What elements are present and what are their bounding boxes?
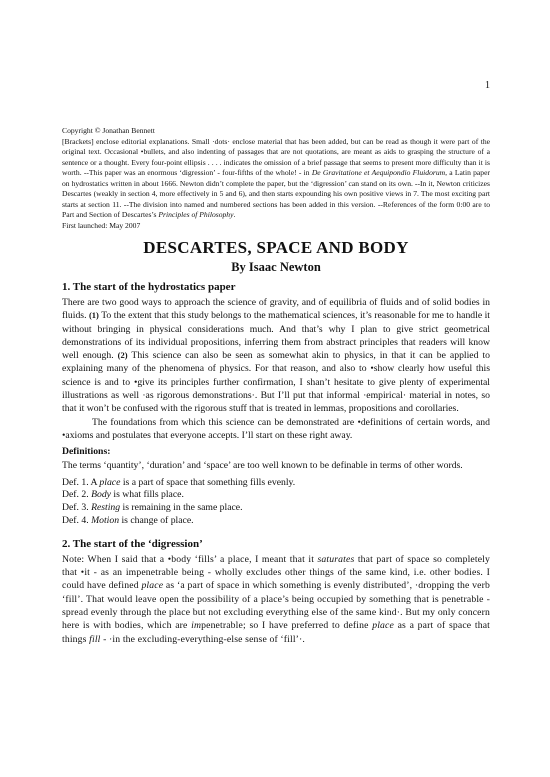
marker-2: (2) <box>117 350 128 361</box>
first-launched: First launched: May 2007 <box>62 220 141 230</box>
document-author: By Isaac Newton <box>231 260 321 274</box>
definition-2: Def. 2. Body is what fills place. <box>62 489 184 501</box>
definitions-heading: Definitions: <box>62 446 111 458</box>
copyright-line: Copyright © Jonathan Bennett <box>62 126 155 135</box>
definition-1: Def. 1. A place is a part of space that something fills evenly. <box>62 476 296 488</box>
definitions-list <box>62 477 490 528</box>
front-matter <box>62 126 490 231</box>
marker-1: (1) <box>88 310 99 321</box>
page-number: 1 <box>485 80 490 91</box>
work-title: De Gravitatione et Aequipondio Fluidorum <box>311 168 446 177</box>
section-1-paragraph-2: The foundations from which this science can be demonstrated are •definitions of certain words, and •axioms and postulates that everyone accepts. I’ll start on these right away. <box>62 416 490 441</box>
section-1-body <box>62 296 490 442</box>
principles-title: Principles of Philosophy <box>158 210 234 219</box>
editorial-notes: [Brackets] enclose editorial explanations. Small ·dots· enclose material that has been added, but can be read as though it were part of the original text. Occasional •bullets, and also indenting of passages that are not quotations, are meant as aids to grasping the structure of a sentence or a thought. Every four-point ellipsis . . . . indicates the omission of a brief passage that seems to present more difficulty than it is worth. --This paper was an enormous ‘digression’ - four-fifths of the whole! - in De Gravitatione et Aequipondio Fluidorum, a Latin paper on hydrostatics written in about 1666. Newton didn’t complete the paper, but the ‘digression’ can stand on its own. --In it, Newton criticizes Descartes (weakly in section 4, more effectively in 5 and 6), and then starts expounding his own positive views in 7. The most exciting part starts at section 11. --The division into named and numbered sections has been added in this version. --References of the form 0:00 are to Part and Section of Descartes’s Principles of Philosophy. <box>62 136 491 219</box>
definitions-intro: The terms ‘quantity’, ‘duration’ and ‘space’ are too well known to be definable in terms of other words. <box>62 460 463 472</box>
definition-4: Def. 4. Motion is change of place. <box>62 514 194 526</box>
section-2-note: Note: When I said that a •body ‘fills’ a place, I meant that it saturates that part of space so completely that •it - as an impenetrable being - wholly excludes other things of the same kind, i.e. other bodies. I could have defined place as ‘a part of space in which something is evenly distributed’, ·dropping the verb ‘fill’. That would leave open the possibility of a place’s being occupied by something that is penetrable - spread evenly through the place but not excluding everything else of the same kind·. But my only concern here is with bodies, which are impenetrable; so I have preferred to define place as a part of space that things fill - ·in the excluding-everything-else sense of ‘fill’·. <box>62 553 490 645</box>
document-page <box>62 80 490 646</box>
definition-3: Def. 3. Resting is remaining in the same place. <box>62 502 243 514</box>
section-1-heading: 1. The start of the hydrostatics paper <box>62 281 236 293</box>
section-2-heading: 2. The start of the ‘digression’ <box>62 537 203 550</box>
section-1-paragraph-1: There are two good ways to approach the science of gravity, and of equilibria of fluids and of solid bodies in fluids. (1) To the extent that this study belongs to the mathematical sciences, it’s reasonable for me to handle it without bringing in physical considerations much. And that’s why I plan to give strict geometrical demonstrations of its individual propositions, inferring them from abstract principles that readers will know well enough. (2) This science can also be seen as somewhat akin to physics, in that it can be applied to explaining many of the phenomena of physics. For that reason, and also to •show clearly how useful this science is and to •give its principles further confirmation, I shan’t hesitate to give plenty of experimental illustrations as well ·as rigorous demonstrations·. But I’ll put that informal ·empirical· material in notes, so that it won’t be confused with the rigorous stuff that is treated in lemmas, propositions and corollaries. <box>62 297 490 415</box>
document-title: DESCARTES, SPACE AND BODY <box>143 238 409 257</box>
